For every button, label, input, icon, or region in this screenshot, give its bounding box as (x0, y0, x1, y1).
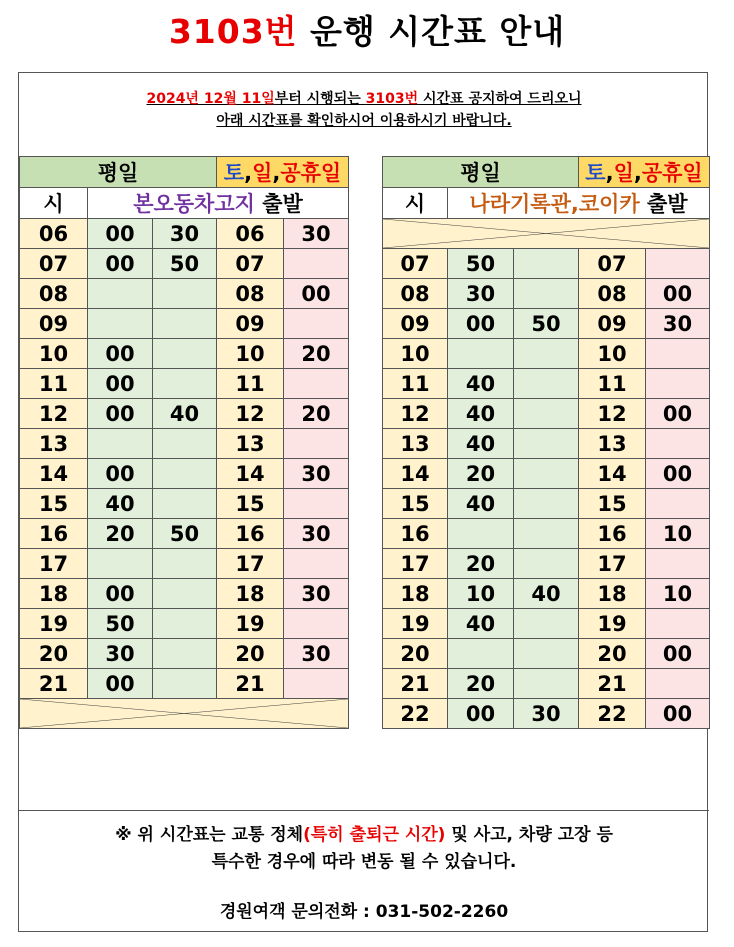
separator: , (605, 161, 614, 185)
weekday-minute-cell (514, 669, 579, 699)
weekend-minute-cell: 30 (284, 459, 349, 489)
weekday-minute-cell: 40 (514, 579, 579, 609)
weekday-minute-cell (88, 279, 153, 309)
weekday-minute-cell (514, 249, 579, 279)
table-row (383, 669, 710, 699)
hour-cell: 11 (383, 369, 448, 399)
origin-label (88, 188, 349, 219)
weekday-minute-cell (153, 639, 217, 669)
weekday-minute-cell: 20 (448, 669, 514, 699)
weekend-minute-cell: 00 (646, 459, 710, 489)
weekend-minute-cell: 00 (646, 639, 710, 669)
hour-cell: 12 (383, 399, 448, 429)
hour-cell: 11 (20, 369, 88, 399)
hour-cell: 16 (20, 519, 88, 549)
disclaimer (19, 822, 709, 876)
weekday-minute-cell (448, 639, 514, 669)
weekday-minute-cell: 50 (88, 609, 153, 639)
weekday-minute-cell (448, 519, 514, 549)
contact-info: 경원여객 문의전화 : 031-502-2260 (219, 902, 509, 922)
hour-cell: 21 (20, 669, 88, 699)
weekend-hour-cell: 07 (579, 249, 646, 279)
weekend-minute-cell: 10 (646, 519, 710, 549)
weekend-hour-cell: 12 (217, 399, 284, 429)
weekend-minute-cell: 00 (646, 399, 710, 429)
weekday-minute-cell: 00 (88, 249, 153, 279)
table-row (383, 399, 710, 429)
weekend-minute-cell: 20 (284, 399, 349, 429)
origin-label (448, 188, 710, 219)
table-row (20, 639, 349, 669)
table-row (383, 249, 710, 279)
weekend-minute-cell: 30 (284, 579, 349, 609)
weekday-minute-cell (514, 489, 579, 519)
table-row (20, 309, 349, 339)
right-timetable (382, 156, 710, 729)
weekend-hour-cell: 12 (579, 399, 646, 429)
weekend-minute-cell (284, 369, 349, 399)
hour-cell: 16 (383, 519, 448, 549)
separator: , (272, 161, 281, 185)
origin-stop: 본오동차고지 (133, 192, 255, 216)
hour-cell: 08 (383, 279, 448, 309)
depart-label: 출발 (639, 192, 688, 216)
saturday-label: 토 (585, 161, 606, 185)
separator: , (244, 161, 253, 185)
table-row (383, 279, 710, 309)
weekday-minute-cell: 50 (514, 309, 579, 339)
weekend-hour-cell: 09 (217, 309, 284, 339)
weekday-minute-cell: 20 (448, 459, 514, 489)
hour-cell: 18 (383, 579, 448, 609)
table-row (383, 519, 710, 549)
page-title (0, 6, 734, 53)
table-row (20, 459, 349, 489)
weekday-minute-cell: 00 (88, 669, 153, 699)
weekend-minute-cell (284, 309, 349, 339)
weekday-minute-cell (514, 429, 579, 459)
weekday-minute-cell: 00 (88, 339, 153, 369)
table-row (383, 369, 710, 399)
table-row (383, 699, 710, 729)
weekday-minute-cell (153, 669, 217, 699)
weekday-minute-cell (514, 609, 579, 639)
hour-cell: 06 (20, 219, 88, 249)
weekday-minute-cell (153, 309, 217, 339)
holiday-label: 공휴일 (641, 161, 703, 185)
weekend-minute-cell (284, 429, 349, 459)
weekday-minute-cell (514, 279, 579, 309)
hour-cell: 13 (20, 429, 88, 459)
weekday-minute-cell: 30 (448, 279, 514, 309)
disclaimer-line-1 (19, 822, 709, 849)
weekend-minute-cell (284, 609, 349, 639)
table-row (383, 579, 710, 609)
weekend-minute-cell (646, 549, 710, 579)
weekend-hour-cell: 13 (579, 429, 646, 459)
weekend-minute-cell (646, 669, 710, 699)
table-row (383, 639, 710, 669)
weekend-minute-cell (284, 669, 349, 699)
empty-slot-cell (20, 699, 349, 729)
left-timetable (19, 156, 349, 729)
weekday-minute-cell: 00 (88, 459, 153, 489)
weekend-hour-cell: 15 (579, 489, 646, 519)
weekday-minute-cell: 00 (88, 219, 153, 249)
weekday-minute-cell (153, 579, 217, 609)
disclaimer-text-2: 및 사고, 차량 고장 등 (445, 825, 613, 845)
weekend-minute-cell (646, 249, 710, 279)
weekday-minute-cell: 20 (88, 519, 153, 549)
weekend-minute-cell: 00 (284, 279, 349, 309)
weekday-minute-cell: 50 (153, 519, 217, 549)
notice-text: 부터 시행되는 (274, 91, 366, 107)
weekend-hour-cell: 20 (217, 639, 284, 669)
table-row (20, 579, 349, 609)
weekday-minute-cell (514, 399, 579, 429)
cross-mark (383, 219, 709, 248)
weekday-minute-cell (153, 279, 217, 309)
table-row (20, 669, 349, 699)
weekend-hour-cell: 11 (217, 369, 284, 399)
weekday-minute-cell: 00 (448, 309, 514, 339)
weekend-hour-cell: 21 (217, 669, 284, 699)
weekday-minute-cell (514, 339, 579, 369)
weekend-hour-cell: 08 (217, 279, 284, 309)
weekday-minute-cell: 30 (88, 639, 153, 669)
weekend-minute-cell (646, 369, 710, 399)
weekend-hour-cell: 16 (217, 519, 284, 549)
hour-cell: 19 (383, 609, 448, 639)
weekday-minute-cell (448, 339, 514, 369)
notice-route: 3103번 (365, 91, 419, 107)
weekday-header: 평일 (20, 157, 217, 188)
title-text: 운행 시간표 안내 (297, 12, 566, 51)
saturday-label: 토 (223, 161, 245, 185)
weekday-minute-cell: 00 (88, 399, 153, 429)
weekend-hour-cell: 19 (579, 609, 646, 639)
origin-stop: 나라기록관,코이카 (469, 192, 640, 216)
weekday-minute-cell: 50 (448, 249, 514, 279)
disclaimer-text: ※ 위 시간표는 교통 정체 (115, 825, 304, 845)
weekend-hour-cell: 07 (217, 249, 284, 279)
weekend-minute-cell: 20 (284, 339, 349, 369)
hour-cell: 22 (383, 699, 448, 729)
weekday-minute-cell: 40 (448, 429, 514, 459)
weekday-minute-cell: 40 (153, 399, 217, 429)
weekend-hour-cell: 18 (579, 579, 646, 609)
weekday-minute-cell: 40 (448, 369, 514, 399)
weekend-hour-cell: 14 (217, 459, 284, 489)
table-row (20, 219, 349, 249)
weekend-minute-cell: 00 (646, 279, 710, 309)
weekend-minute-cell (646, 609, 710, 639)
weekend-minute-cell (284, 249, 349, 279)
table-row (383, 429, 710, 459)
hour-cell: 10 (20, 339, 88, 369)
weekday-minute-cell: 20 (448, 549, 514, 579)
weekend-hour-cell: 11 (579, 369, 646, 399)
hour-cell: 10 (383, 339, 448, 369)
weekend-minute-cell: 30 (284, 519, 349, 549)
hour-cell: 12 (20, 399, 88, 429)
weekend-hour-cell: 22 (579, 699, 646, 729)
weekend-hour-cell: 15 (217, 489, 284, 519)
table-row (383, 489, 710, 519)
weekend-hour-cell: 20 (579, 639, 646, 669)
weekend-hour-cell: 19 (217, 609, 284, 639)
weekend-hour-cell: 08 (579, 279, 646, 309)
weekday-minute-cell (514, 369, 579, 399)
weekend-hour-cell: 09 (579, 309, 646, 339)
weekday-minute-cell (514, 519, 579, 549)
weekend-hour-cell: 16 (579, 519, 646, 549)
weekday-minute-cell: 00 (88, 369, 153, 399)
weekend-hour-cell: 17 (217, 549, 284, 579)
effective-date: 2024년 12월 11일 (146, 91, 275, 107)
table-row (20, 429, 349, 459)
hour-cell: 07 (20, 249, 88, 279)
hour-cell: 15 (20, 489, 88, 519)
table-row (20, 339, 349, 369)
weekday-minute-cell (514, 459, 579, 489)
weekday-minute-cell: 50 (153, 249, 217, 279)
table-row (20, 249, 349, 279)
divider (19, 810, 709, 811)
hour-cell: 08 (20, 279, 88, 309)
weekday-minute-cell: 00 (88, 579, 153, 609)
hour-cell: 20 (20, 639, 88, 669)
hour-cell: 19 (20, 609, 88, 639)
weekend-minute-cell: 30 (284, 219, 349, 249)
sunday-label: 일 (613, 161, 634, 185)
weekday-minute-cell (153, 429, 217, 459)
table-row (20, 609, 349, 639)
depart-label: 출발 (254, 192, 303, 216)
weekend-minute-cell: 00 (646, 699, 710, 729)
weekday-minute-cell: 40 (448, 609, 514, 639)
table-row (383, 609, 710, 639)
hour-cell: 07 (383, 249, 448, 279)
weekday-minute-cell (88, 429, 153, 459)
notice-line-2: 아래 시간표를 확인하시어 이용하시기 바랍니다. (216, 113, 512, 129)
hour-cell: 15 (383, 489, 448, 519)
weekend-header (217, 157, 349, 188)
weekend-minute-cell (646, 339, 710, 369)
hour-cell: 09 (20, 309, 88, 339)
weekend-minute-cell (284, 489, 349, 519)
weekday-minute-cell: 40 (448, 489, 514, 519)
holiday-label: 공휴일 (280, 161, 342, 185)
table-row (383, 549, 710, 579)
weekday-minute-cell: 40 (88, 489, 153, 519)
rush-hour-note: (특히 출퇴근 시간) (303, 825, 446, 845)
weekday-minute-cell (153, 609, 217, 639)
table-row (20, 549, 349, 579)
weekend-hour-cell: 17 (579, 549, 646, 579)
weekday-minute-cell (514, 639, 579, 669)
weekend-hour-cell: 06 (217, 219, 284, 249)
hour-cell: 17 (20, 549, 88, 579)
hour-column-label: 시 (383, 188, 448, 219)
weekday-minute-cell (153, 489, 217, 519)
table-row (20, 489, 349, 519)
table-row (20, 369, 349, 399)
weekday-minute-cell (153, 459, 217, 489)
weekday-minute-cell (88, 549, 153, 579)
table-row (20, 279, 349, 309)
weekday-minute-cell: 30 (153, 219, 217, 249)
weekend-minute-cell: 30 (284, 639, 349, 669)
empty-slot-cell (383, 219, 710, 249)
hour-column-label: 시 (20, 188, 88, 219)
weekday-minute-cell: 10 (448, 579, 514, 609)
weekday-header: 평일 (383, 157, 579, 188)
hour-cell: 13 (383, 429, 448, 459)
table-row (20, 519, 349, 549)
weekday-minute-cell (88, 309, 153, 339)
hour-cell: 14 (20, 459, 88, 489)
weekend-minute-cell: 10 (646, 579, 710, 609)
hour-cell: 14 (383, 459, 448, 489)
weekend-minute-cell (646, 489, 710, 519)
disclaimer-line-2: 특수한 경우에 따라 변동 될 수 있습니다. (211, 852, 517, 872)
weekend-header (579, 157, 710, 188)
sunday-label: 일 (252, 161, 273, 185)
weekend-hour-cell: 21 (579, 669, 646, 699)
table-row (383, 459, 710, 489)
notice-line-1 (19, 88, 709, 110)
notice (19, 88, 709, 132)
notice-text-2: 시간표 공지하여 드리오니 (418, 91, 582, 107)
weekday-minute-cell: 40 (448, 399, 514, 429)
hour-cell: 21 (383, 669, 448, 699)
weekend-hour-cell: 14 (579, 459, 646, 489)
cross-mark (20, 699, 348, 728)
hour-cell: 18 (20, 579, 88, 609)
weekday-minute-cell (153, 549, 217, 579)
weekday-minute-cell (153, 339, 217, 369)
weekday-minute-cell: 30 (514, 699, 579, 729)
table-row (383, 309, 710, 339)
weekday-minute-cell (514, 549, 579, 579)
hour-cell: 17 (383, 549, 448, 579)
weekday-minute-cell: 00 (448, 699, 514, 729)
table-row (383, 339, 710, 369)
hour-cell: 09 (383, 309, 448, 339)
weekend-hour-cell: 10 (579, 339, 646, 369)
route-number: 3103번 (168, 12, 298, 51)
weekend-minute-cell: 30 (646, 309, 710, 339)
hour-cell: 20 (383, 639, 448, 669)
separator: , (633, 161, 642, 185)
weekend-hour-cell: 10 (217, 339, 284, 369)
weekday-minute-cell (153, 369, 217, 399)
table-row (20, 399, 349, 429)
weekend-hour-cell: 13 (217, 429, 284, 459)
weekend-minute-cell (284, 549, 349, 579)
weekend-hour-cell: 18 (217, 579, 284, 609)
weekend-minute-cell (646, 429, 710, 459)
